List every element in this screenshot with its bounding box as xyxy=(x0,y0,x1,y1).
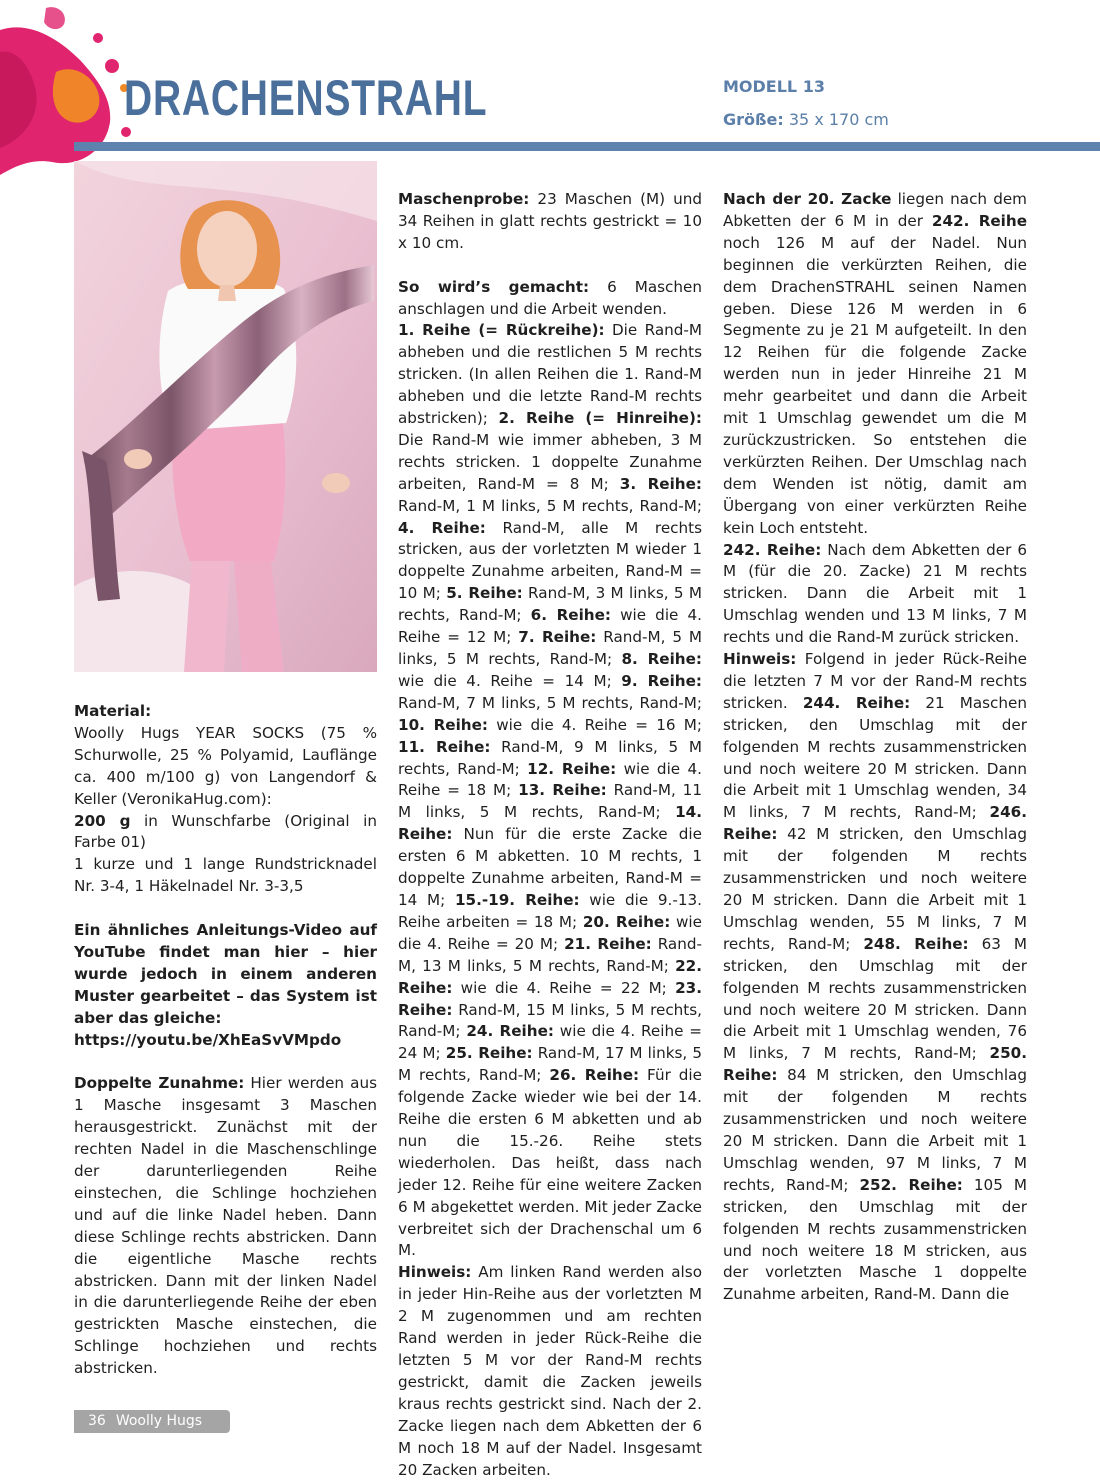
gauge-text: 23 Maschen (M) und 34 Reihen in glatt rechts gestrickt = 10 x 10 cm. xyxy=(398,190,702,252)
size-info xyxy=(723,109,889,131)
row-text: 84 M stricken, den Umschlag mit der folgenden M rechts zusammenstricken und noch weitere 20 M stricken. Dann die Arbeit mit 1 Umschlag wenden, 97 M links, 7 M rechts, Rand-M; xyxy=(723,1066,1027,1194)
paragraph xyxy=(74,723,377,811)
size-value: 35 x 170 cm xyxy=(788,110,889,129)
paragraph xyxy=(723,189,1027,540)
row-label: 22. Reihe: xyxy=(398,956,702,997)
row-text: wie die 4. Reihe = 24 M; xyxy=(398,1022,702,1063)
row-label: Nach der 20. Zacke xyxy=(723,190,892,208)
column-3 xyxy=(723,189,1027,1306)
row-label: 5. Reihe: xyxy=(446,584,523,603)
row-text: Die Rand-M wie immer abheben, 3 M rechts stricken. 1 doppelte Zunahme arbeiten, Rand-M = 8 M; xyxy=(398,430,702,493)
paragraph xyxy=(398,1262,702,1481)
video-link[interactable]: https://youtu.be/XhEaSvVMpdo xyxy=(74,1030,342,1049)
material-color: in Wunschfarbe (Original in Farbe 01) xyxy=(74,811,377,852)
paragraph xyxy=(398,189,702,255)
row-label: 25. Reihe: xyxy=(445,1044,533,1063)
row-text: 63 M stricken, den Umschlag mit der folgenden M rechts zusammenstricken und noch weitere 20 M stricken. Dann die Arbeit mit 1 Umschlag wenden, 76 M links, 7 M rechts, Rand-M; xyxy=(723,934,1027,1063)
increase-text: Hier werden aus 1 Masche insgesamt 3 Maschen herausgestrickt. Zunächst mit der rechten Nadel in die Maschenschlinge der darunterliegenden Reihe einstechen, die Schlinge hochziehen und auf die linke Nadel heben. Dann diese Schlinge rechts abstricken. Dann die eigentliche Masche rechts abstricken. Dann mit der linken Nadel in die darunterliegende Reihe der eben gestrickten Masche einstechen, die Schlinge hochziehen und rechts abstricken. xyxy=(74,1074,377,1378)
paragraph xyxy=(398,277,702,321)
hint-text: Folgend in jeder Rück-Reihe die letzten 7 M vor der Rand-M rechts stricken. xyxy=(723,650,1027,712)
header-rule xyxy=(74,142,1100,151)
footer-brand: Woolly Hugs xyxy=(115,1413,203,1429)
video-note: Ein ähnliches Anleitungs-Video auf YouTube findet man hier – hier wurde jedoch in einem anderen Muster gearbeitet – das System ist aber das gleiche: xyxy=(74,921,377,1027)
row-label: 21. Reihe: xyxy=(564,934,652,953)
row-label: 252. Reihe: xyxy=(859,1175,963,1194)
row-label: 15.-19. Reihe: xyxy=(454,890,580,909)
row-label: 9. Reihe: xyxy=(621,671,702,690)
row-label: 14. Reihe: xyxy=(398,803,702,844)
gauge-heading: Maschenprobe: xyxy=(398,190,530,208)
instructions-text: 6 Maschen anschlagen und die Arbeit wenden. xyxy=(398,277,702,318)
row-label: 11. Reihe: xyxy=(398,737,491,756)
row-label: 20. Reihe: xyxy=(582,912,671,931)
row-text: wie die 4. Reihe = 22 M; xyxy=(452,978,676,997)
hint-text: Am linken Rand werden also in jeder Hin-Reihe aus der vorletzten M 2 M zugenommen und am rechten Rand werden in jeder Rück-Reihe die letzten 5 M vor der Rand-M rechts gestrickt, damit die Zacken jeweils kraus rechts gestrickt sind. Nach der 2. Zacke liegen nach dem Abketten der 6 M noch 18 M auf der Nadel. Insgesamt 20 Zacken arbeiten. xyxy=(398,1263,702,1479)
row-label: 24. Reihe: xyxy=(466,1022,554,1041)
row-text: Rand-M, alle M rechts stricken, aus der vorletzten M wieder 1 doppelte Zunahme arbeiten, Rand-M = 10 M; xyxy=(398,518,703,603)
row-text: wie die 4. Reihe = 20 M; xyxy=(398,912,702,953)
model-number: MODELL 13 xyxy=(723,77,825,96)
row-text: Nach dem Abketten der 6 M (für die 20. Zacke) 21 M rechts stricken. Dann die Arbeit mit 1 Umschlag wenden und 13 M links, 7 M rechts und die Rand-M zurück stricken. xyxy=(723,540,1027,647)
row-label: 7. Reihe: xyxy=(518,628,597,647)
paragraph xyxy=(723,649,1027,1306)
page-number: 36 xyxy=(88,1413,106,1429)
row-text: wie die 9.-13. Reihe arbeiten = 18 M; xyxy=(398,890,702,931)
material-amount: 200 g xyxy=(74,811,131,830)
row-label: 13. Reihe: xyxy=(518,781,607,800)
row-text: wie die 4. Reihe = 12 M; xyxy=(398,606,702,647)
row-text: Rand-M, 7 M links, 5 M rechts, Rand-M; xyxy=(398,693,702,712)
material-yarn: Woolly Hugs YEAR SOCKS (75 % Schurwolle, 25 % Polyamid, Lauflänge ca. 400 m/100 g) von Langendorf & Keller (VeronikaHug.com): xyxy=(74,723,377,808)
row-text: 105 M stricken, den Umschlag mit der folgenden M rechts zusammenstricken und noch weitere 18 M stricken, aus der vorletzten Masche 1 doppelte Zunahme arbeiten, Rand-M. Dann die xyxy=(723,1175,1027,1304)
row-text: wie die 4. Reihe = 18 M; xyxy=(398,759,702,800)
row-text: Rand-M, 13 M links, 5 M rechts, Rand-M; xyxy=(398,934,702,975)
row-text: wie die 4. Reihe = 16 M; xyxy=(488,715,702,734)
row-label: 6. Reihe: xyxy=(530,606,611,625)
paragraph xyxy=(74,920,377,1030)
hint-heading: Hinweis: xyxy=(398,1263,472,1282)
row-label: 12. Reihe: xyxy=(527,759,617,778)
row-label: 3. Reihe: xyxy=(619,474,702,493)
page-footer xyxy=(74,1410,230,1433)
row-label: 26. Reihe: xyxy=(549,1066,640,1085)
row-text: Rand-M, 11 M links, 5 M rechts, Rand-M; xyxy=(398,781,702,822)
paragraph xyxy=(74,811,377,855)
row-text: Die Rand-M abheben und die restlichen 5 M rechts stricken. (In allen Reihen die 1. Rand-M abheben und die letzte Rand-M rechts abstricken); xyxy=(398,321,702,428)
material-needles: 1 kurze und 1 lange Rundstricknadel Nr. 3-4, 1 Häkelnadel Nr. 3-3,5 xyxy=(74,855,377,896)
row-label: 23. Reihe: xyxy=(398,978,702,1019)
model-info xyxy=(723,76,889,131)
row-label: 242. Reihe xyxy=(931,211,1028,230)
material-heading: Material: xyxy=(74,702,152,720)
paragraph xyxy=(74,1073,377,1380)
row-label: 1. Reihe (= Rückreihe): xyxy=(398,321,605,340)
paragraph xyxy=(723,540,1027,650)
row-label: 10. Reihe: xyxy=(398,715,488,734)
increase-heading: Doppelte Zunahme: xyxy=(74,1074,245,1093)
row-label: 250. Reihe: xyxy=(723,1044,1027,1085)
row-text: noch 126 M auf der Nadel. Nun beginnen die verkürzten Reihen, die dem DrachenSTRAHL seinen Namen geben. Diese 126 M werden in 6 Segmente zu je 21 M aufgeteilt. In den 12 Reihen für die folgende Zacke werden nun in jeder Hinreihe 21 M mehr gearbeitet und dann die Arbeit mit 1 Umschlag gewendet um die M zurückzustricken. So entstehen die verkürzten Reihen. Der Umschlag nach dem Wenden ist nötig, damit am Übergang von einer verkürzten Reihe kein Loch entsteht. xyxy=(723,233,1027,537)
column-1 xyxy=(74,701,377,1380)
row-text: 21 Maschen stricken, den Umschlag mit der folgenden M rechts zusammenstricken und noch weitere 20 M stricken. Dann die Arbeit mit 1 Umschlag wenden, 34 M links, 7 M rechts, Rand-M; xyxy=(723,693,1027,822)
row-text: Rand-M, 1 M links, 5 M rechts, Rand-M; xyxy=(398,496,702,515)
row-label: 4. Reihe: xyxy=(398,518,486,537)
row-label: 8. Reihe: xyxy=(621,650,702,669)
paragraph[interactable] xyxy=(74,1030,377,1052)
model-photo xyxy=(74,161,377,672)
row-text: Für die folgende Zacke wieder wie bei der 14. Reihe die ersten 6 M abketten und ab nun die 15.-26. Reihe stets wiederholen. Das heißt, dass nach jeder 12. Reihe für eine weitere Zacken 6 M abgekettet werden. Mit jeder Zacke verbreitet sich der Drachenschal um 6 M. xyxy=(398,1066,702,1260)
row-text: Rand-M, 17 M links, 5 M rechts, Rand-M; xyxy=(398,1044,702,1085)
row-text: Rand-M, 9 M links, 5 M rechts, Rand-M; xyxy=(398,737,702,778)
paragraph xyxy=(398,320,702,1262)
row-label: 244. Reihe: xyxy=(802,693,911,712)
paragraph xyxy=(74,701,377,723)
row-label: 2. Reihe (= Hinreihe): xyxy=(498,409,702,428)
row-text: Rand-M, 5 M links, 5 M rechts, Rand-M; xyxy=(398,628,702,669)
row-label: 242. Reihe: xyxy=(723,540,822,559)
row-text: wie die 4. Reihe = 14 M; xyxy=(398,671,622,690)
row-text: Rand-M, 15 M links, 5 M rechts, Rand-M; xyxy=(398,1000,702,1041)
row-text: Rand-M, 3 M links, 5 M rechts, Rand-M; xyxy=(398,584,703,625)
paragraph xyxy=(74,854,377,898)
row-text: Nun für die erste Zacke die ersten 6 M abketten. 10 M rechts, 1 doppelte Zunahme arbeiten, Rand-M = 14 M; xyxy=(398,825,702,909)
row-label: 248. Reihe: xyxy=(863,934,969,953)
hint-heading: Hinweis: xyxy=(723,650,797,669)
size-label: Größe: xyxy=(723,110,784,129)
column-2 xyxy=(398,189,702,1481)
row-label: 246. Reihe: xyxy=(723,803,1027,844)
row-text: 42 M stricken, den Umschlag mit der folgenden M rechts zusammenstricken und noch weitere 20 M stricken. Dann die Arbeit mit 1 Umschlag wenden, 55 M links, 7 M rechts, Rand-M; xyxy=(723,825,1027,953)
row-text: liegen nach dem Abketten der 6 M in der xyxy=(723,190,1027,230)
instructions-heading: So wird’s gemacht: xyxy=(398,277,590,296)
page-title: DRACHENSTRAHL xyxy=(124,70,488,126)
